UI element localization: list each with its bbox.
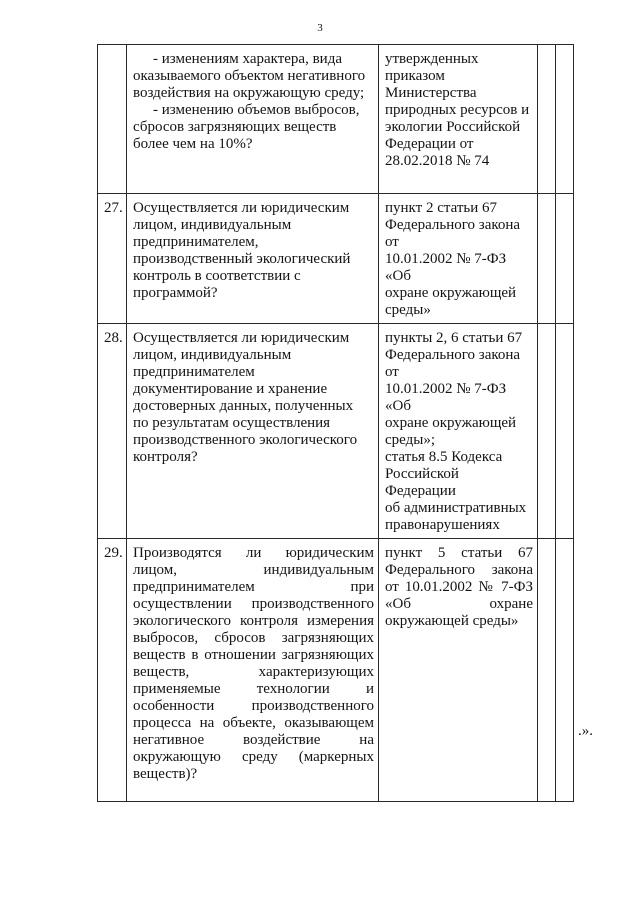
reference-line: среды» bbox=[385, 302, 431, 318]
question-line: программой? bbox=[133, 285, 218, 301]
reference-line: Федерального закона от bbox=[385, 217, 521, 250]
answer-cell-2 bbox=[556, 45, 574, 194]
question-line: сбросов загрязняющих веществ bbox=[133, 119, 337, 135]
question-text: Производятся ли юридическим лицом, индивидуальным предпринимателем при осуществлении производственного экологического контроля измерения выбросов, сбросов загрязняющих веществ в отношении загрязняющих веществ, характеризующих применяемые технологии и особенности производственного процесса на объекте, оказывающем негативное воздействие на окружающую среду (маркерных веществ)? bbox=[133, 545, 374, 782]
question-cell bbox=[127, 324, 379, 539]
question-line: воздействия на окружающую среду; bbox=[133, 85, 365, 101]
reference-line: Федерального закона от bbox=[385, 347, 521, 380]
answer-cell-2 bbox=[556, 194, 574, 324]
table-row-continuation bbox=[98, 45, 574, 194]
reference-line: Федерации от bbox=[385, 136, 474, 152]
reference-line: Российской Федерации bbox=[385, 466, 459, 499]
row-number: 28. bbox=[98, 324, 127, 539]
question-line: контроля? bbox=[133, 449, 198, 465]
question-line: предпринимателем, bbox=[133, 234, 259, 250]
question-line: достоверных данных, полученных bbox=[133, 398, 354, 414]
answer-cell-1 bbox=[538, 324, 556, 539]
question-line: лицом, индивидуальным bbox=[133, 347, 292, 363]
answer-cell-2 bbox=[556, 539, 574, 802]
reference-line: экологии Российской bbox=[385, 119, 521, 135]
reference-line: среды»; bbox=[385, 432, 435, 448]
question-line: лицом, индивидуальным bbox=[133, 217, 292, 233]
closing-quote-mark: .». bbox=[578, 723, 593, 739]
reference-line: природных ресурсов и bbox=[385, 102, 530, 118]
question-line: предпринимателем bbox=[133, 364, 255, 380]
reference-cell bbox=[379, 324, 538, 539]
reference-line: об административных bbox=[385, 500, 527, 516]
reference-line: Министерства bbox=[385, 85, 477, 101]
table-row-28 bbox=[98, 324, 574, 539]
reference-line: пункт 2 статьи 67 bbox=[385, 200, 498, 216]
question-line: - изменению объемов выбросов, bbox=[153, 102, 360, 118]
question-line: оказываемого объектом негативного bbox=[133, 68, 366, 84]
reference-line: статья 8.5 Кодекса bbox=[385, 449, 503, 465]
question-line: Осуществляется ли юридическим bbox=[133, 200, 350, 216]
reference-line: 10.01.2002 № 7-ФЗ «Об bbox=[385, 381, 507, 414]
question-line: производственный экологический bbox=[133, 251, 351, 267]
reference-line: 28.02.2018 № 74 bbox=[385, 153, 490, 169]
question-line: более чем на 10%? bbox=[133, 136, 253, 152]
reference-line: приказом bbox=[385, 68, 445, 84]
reference-line: пункты 2, 6 статьи 67 bbox=[385, 330, 523, 346]
reference-line: охране окружающей bbox=[385, 415, 517, 431]
question-line: документирование и хранение bbox=[133, 381, 328, 397]
row-number: 27. bbox=[98, 194, 127, 324]
question-line: Осуществляется ли юридическим bbox=[133, 330, 350, 346]
question-line: - изменениям характера, вида bbox=[153, 51, 342, 67]
question-line: производственного экологического bbox=[133, 432, 358, 448]
reference-line: утвержденных bbox=[385, 51, 479, 67]
reference-line: 10.01.2002 № 7-ФЗ «Об bbox=[385, 251, 507, 284]
answer-cell-1 bbox=[538, 45, 556, 194]
question-line: контроль в соответствии с bbox=[133, 268, 301, 284]
question-cell bbox=[127, 45, 379, 194]
reference-cell bbox=[379, 539, 538, 802]
table-row-29 bbox=[98, 539, 574, 802]
answer-cell-2 bbox=[556, 324, 574, 539]
row-number bbox=[98, 45, 127, 194]
page-number: 3 bbox=[317, 22, 323, 34]
reference-cell bbox=[379, 194, 538, 324]
reference-line: охране окружающей bbox=[385, 285, 517, 301]
table-row-27 bbox=[98, 194, 574, 324]
reference-cell bbox=[379, 45, 538, 194]
answer-cell-1 bbox=[538, 194, 556, 324]
question-cell bbox=[127, 539, 379, 802]
reference-line: правонарушениях bbox=[385, 517, 500, 533]
question-line: по результатам осуществления bbox=[133, 415, 331, 431]
row-number: 29. bbox=[98, 539, 127, 802]
checklist-table bbox=[97, 44, 574, 802]
answer-cell-1 bbox=[538, 539, 556, 802]
question-cell bbox=[127, 194, 379, 324]
reference-text: пункт 5 статьи 67 Федерального закона от 10.01.2002 № 7-ФЗ «Об охране окружающей среды» bbox=[385, 545, 533, 629]
